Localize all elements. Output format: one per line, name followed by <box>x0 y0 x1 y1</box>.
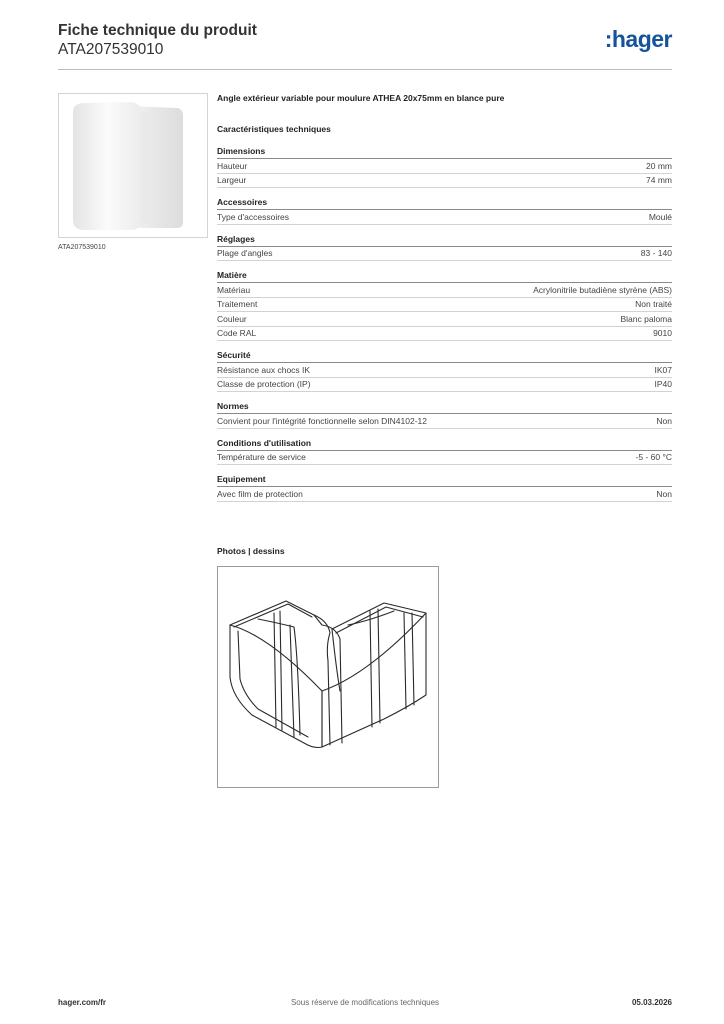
spec-row <box>217 210 672 225</box>
spec-group-title: Dimensions <box>217 146 672 159</box>
product-reference: ATA207539010 <box>58 41 164 58</box>
spec-label: Résistance aux chocs IK <box>217 364 311 375</box>
spec-group-title: Normes <box>217 401 672 414</box>
spec-label: Largeur <box>217 175 247 186</box>
spec-row <box>217 312 672 327</box>
legal-notice: Sous réserve de modifications techniques <box>290 998 440 1007</box>
thumbnail-caption: ATA207539010 <box>58 244 106 251</box>
product-description: Angle extérieur variable pour moulure ATHEA 20x75mm en blance pure <box>217 93 505 103</box>
spec-row <box>217 283 672 298</box>
spec-value: Non <box>656 415 672 426</box>
spec-group-dimensions <box>217 146 672 188</box>
spec-label: Température de service <box>217 452 306 463</box>
spec-label: Type d'accessoires <box>217 211 290 222</box>
spec-label: Avec film de protection <box>217 488 303 499</box>
product-thumbnail-image <box>59 94 207 237</box>
spec-group-matiere <box>217 270 672 341</box>
photos-heading: Photos | dessins <box>217 546 285 556</box>
spec-label: Convient pour l'intégrité fonctionnelle selon DIN4102-12 <box>217 415 428 426</box>
spec-value: Acrylonitrile butadiène styrène (ABS) <box>533 284 672 295</box>
document-date: 05.03.2026 <box>631 998 672 1007</box>
spec-label: Traitement <box>217 299 258 310</box>
spec-group-title: Réglages <box>217 234 672 247</box>
spec-value: Moulé <box>648 211 672 222</box>
spec-row <box>217 451 672 466</box>
spec-value: 20 mm <box>646 160 672 171</box>
technical-characteristics-heading: Caractéristiques techniques <box>217 124 331 134</box>
spec-value: 83 - 140 <box>640 248 672 259</box>
spec-value: Blanc paloma <box>620 313 672 324</box>
spec-label: Plage d'angles <box>217 248 273 259</box>
spec-label: Classe de protection (IP) <box>217 379 311 390</box>
document-title: Fiche technique du produit <box>58 22 257 39</box>
spec-label: Matériau <box>217 284 251 295</box>
spec-row <box>217 378 672 393</box>
spec-group-title: Sécurité <box>217 350 672 363</box>
spec-group-title: Matière <box>217 270 672 283</box>
spec-row <box>217 174 672 189</box>
website-link[interactable]: hager.com/fr <box>58 998 107 1007</box>
spec-row <box>217 247 672 262</box>
spec-label: Code RAL <box>217 328 257 339</box>
spec-value: Non <box>656 488 672 499</box>
spec-group-equipement <box>217 474 672 502</box>
spec-row <box>217 487 672 502</box>
spec-row <box>217 298 672 313</box>
spec-group-title: Conditions d'utilisation <box>217 438 672 451</box>
spec-value: -5 - 60 °C <box>635 452 672 463</box>
spec-label: Couleur <box>217 313 247 324</box>
spec-value: 74 mm <box>646 175 672 186</box>
spec-group-conditions <box>217 438 672 466</box>
technical-drawing <box>217 566 439 788</box>
hager-logo: :hager <box>604 26 672 52</box>
page-header <box>58 22 672 70</box>
technical-drawing-image <box>218 567 438 787</box>
spec-row <box>217 414 672 429</box>
spec-group-title: Accessoires <box>217 197 672 210</box>
spec-group-normes <box>217 401 672 429</box>
page-footer <box>58 998 672 1010</box>
spec-row <box>217 327 672 342</box>
spec-label: Hauteur <box>217 160 248 171</box>
spec-group-accessoires <box>217 197 672 225</box>
product-thumbnail <box>58 93 208 238</box>
spec-row <box>217 363 672 378</box>
spec-group-title: Equipement <box>217 474 672 487</box>
spec-value: 9010 <box>653 328 672 339</box>
specifications <box>217 93 672 502</box>
spec-group-reglages <box>217 234 672 262</box>
spec-value: IP40 <box>654 379 672 390</box>
spec-value: IK07 <box>654 364 672 375</box>
spec-value: Non traité <box>635 299 672 310</box>
spec-group-securite <box>217 350 672 392</box>
spec-row <box>217 159 672 174</box>
